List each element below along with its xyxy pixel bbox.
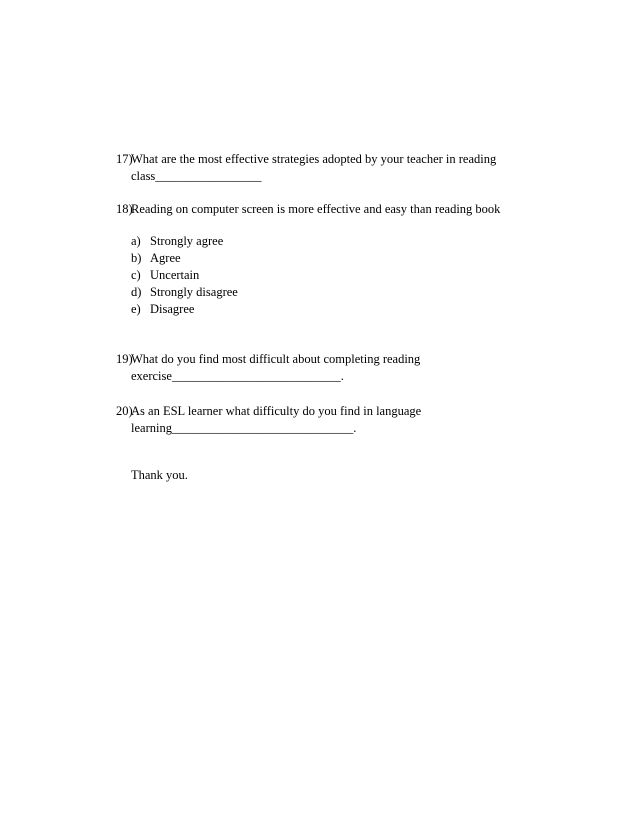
option-a <box>131 233 238 250</box>
question-text-continued: learning_____________________________. <box>131 421 357 435</box>
option-c <box>131 267 238 284</box>
question-text: What do you find most difficult about completing reading <box>131 352 421 366</box>
question-18 <box>116 201 576 218</box>
option-text: Agree <box>150 251 181 265</box>
closing-text: Thank you. <box>131 468 188 482</box>
question-number: 18) <box>116 202 133 216</box>
option-text: Strongly agree <box>150 234 224 248</box>
option-letter: b) <box>131 251 142 265</box>
option-letter: c) <box>131 268 141 282</box>
question-17 <box>116 151 576 185</box>
option-letter: d) <box>131 285 142 299</box>
option-text: Disagree <box>150 302 195 316</box>
question-number: 19) <box>116 352 133 366</box>
question-text-continued: class_________________ <box>131 169 262 183</box>
question-text: What are the most effective strategies adopted by your teacher in reading <box>131 152 497 166</box>
question-20 <box>116 403 576 437</box>
option-letter: a) <box>131 234 141 248</box>
option-text: Uncertain <box>150 268 200 282</box>
question-19 <box>116 351 576 385</box>
option-letter: e) <box>131 302 141 316</box>
question-text: As an ESL learner what difficulty do you find in language <box>131 404 422 418</box>
option-d <box>131 284 238 301</box>
question-18-options <box>131 233 238 318</box>
option-text: Strongly disagree <box>150 285 238 299</box>
question-number: 17) <box>116 152 133 166</box>
option-b <box>131 250 238 267</box>
question-text-continued: exercise___________________________. <box>131 369 344 383</box>
question-text: Reading on computer screen is more effective and easy than reading book <box>131 202 501 216</box>
option-e <box>131 301 238 318</box>
question-number: 20) <box>116 404 133 418</box>
